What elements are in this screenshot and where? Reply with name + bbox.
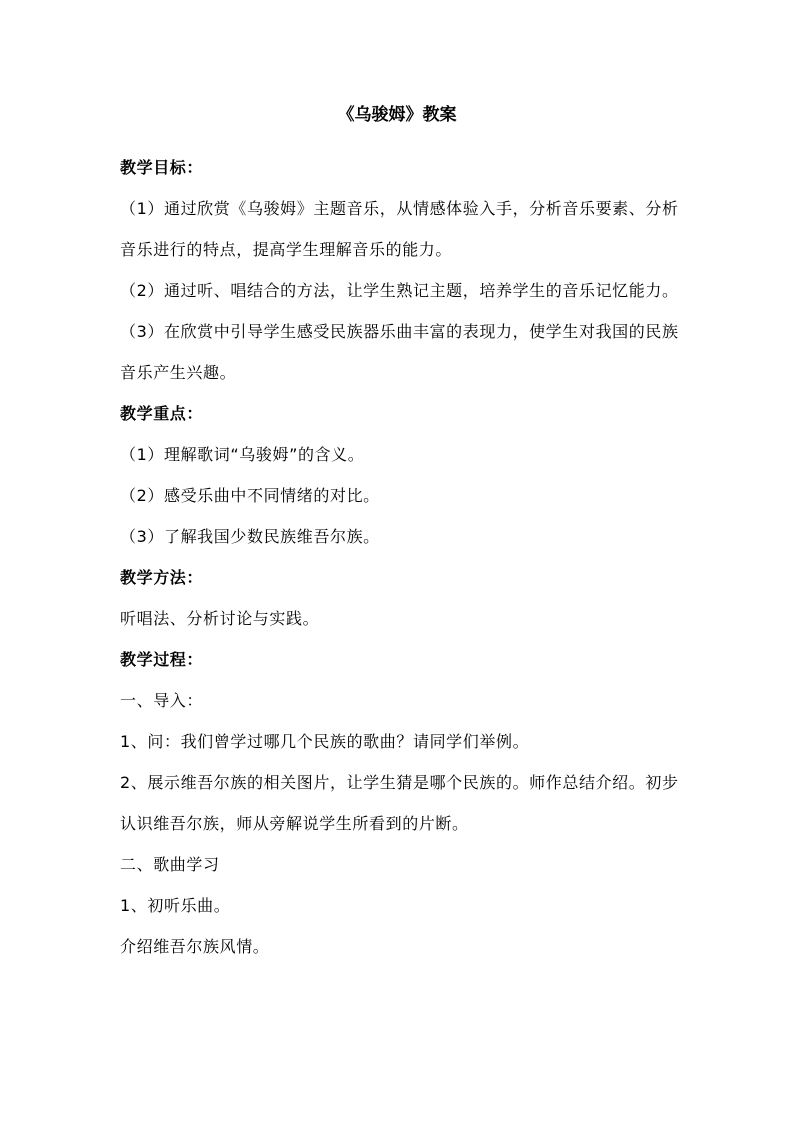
key-point-item: （3）了解我国少数民族维吾尔族。 xyxy=(120,527,380,546)
key-point-item: （2）感受乐曲中不同情绪的对比。 xyxy=(120,486,380,505)
document-title: 《乌骏姆》教案 xyxy=(337,105,457,125)
process-part1-title: 一、导入： xyxy=(120,691,204,710)
document-body xyxy=(120,147,680,967)
objective-item: （2）通过听、唱结合的方法，让学生熟记主题，培养学生的音乐记忆能力。 xyxy=(120,281,679,300)
objective-item: （3）在欣赏中引导学生感受民族器乐曲丰富的表现力，使学生对我国的民族音乐产生兴趣。 xyxy=(120,322,679,382)
key-points-heading: 教学重点： xyxy=(120,404,204,423)
process-step: 2、展示维吾尔族的相关图片，让学生猜是哪个民族的。师作总结介绍。初步认识维吾尔族，师从旁解说学生所看到的片断。 xyxy=(120,773,679,833)
key-point-item: （1）理解歌词“乌骏姆”的含义。 xyxy=(120,445,365,464)
objective-item: （1）通过欣赏《乌骏姆》主题音乐，从情感体验入手，分析音乐要素、分析音乐进行的特点，提高学生理解音乐的能力。 xyxy=(120,199,679,259)
process-heading: 教学过程： xyxy=(120,650,204,669)
process-step: 1、问：我们曾学过哪几个民族的歌曲？请同学们举例。 xyxy=(120,732,530,751)
process-step: 介绍维吾尔族风情。 xyxy=(120,937,270,956)
process-step: 1、初听乐曲。 xyxy=(120,896,231,915)
methods-text: 听唱法、分析讨论与实践。 xyxy=(120,609,320,628)
methods-heading: 教学方法： xyxy=(120,568,204,587)
process-part2-title: 二、歌曲学习 xyxy=(120,855,220,874)
objectives-heading: 教学目标： xyxy=(120,158,204,177)
